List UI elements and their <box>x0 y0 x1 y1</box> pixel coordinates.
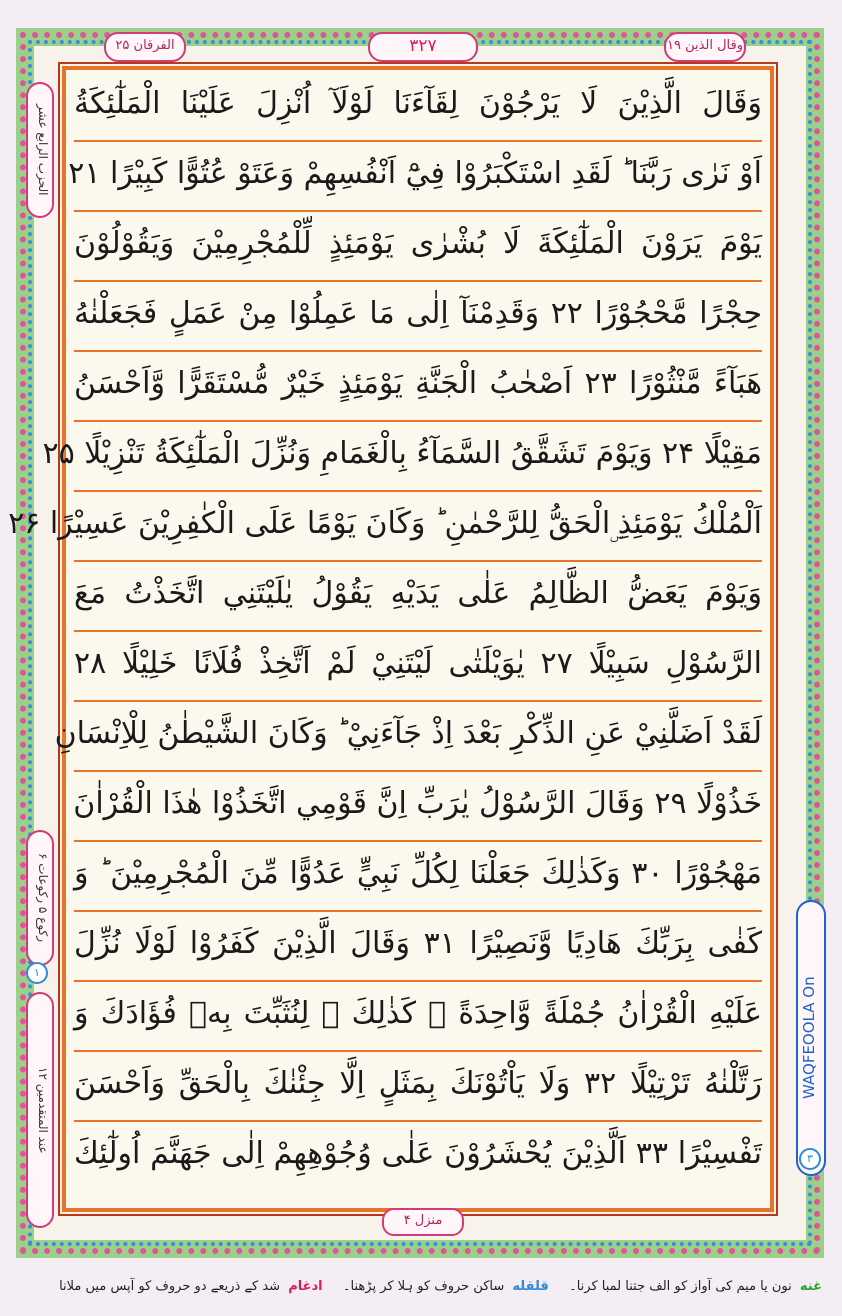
verse-line: وَقَالَ الَّذِيْنَ لَا يَرْجُوْنَ لِقَآءَنَا لَوْلَآ اُنْزِلَ عَلَيْنَا الْمَلٰٓئِكَةُ <box>74 74 762 142</box>
verse-line: عَلَيْهِ الْقُرْاٰنُ جُمْلَةً وَّاحِدَةً ۛ كَذٰلِكَ ۛ لِنُثَبِّتَ بِهٖ فُؤَادَكَ وَ <box>74 984 762 1052</box>
ghunna-text: نون یا میم کی آواز کو الف جتنا لمبا کرنا۔ <box>569 1279 792 1294</box>
tajweed-legend <box>20 1272 822 1302</box>
idgham-key: ادغام <box>288 1279 323 1294</box>
manzil-label: منزل ۴ <box>382 1208 464 1236</box>
verse-line: وَيَوْمَ يَعَضُّ الظَّالِمُ عَلٰى يَدَيْهِ يَقُوْلُ يٰلَيْتَنِي اتَّخَذْتُ مَعَ <box>74 564 762 632</box>
qalqala-key: قلقله <box>512 1279 549 1294</box>
qalqala-text: ساکن حروف کو ہلا کر پڑھنا۔ <box>342 1279 505 1294</box>
ruku-count-label: رکوع ۵ رکوعات ۶ <box>26 830 54 966</box>
verse-line: رَتَّلْنٰهُ تَرْتِيْلًا ۳۲ وَلَا يَاْتُوْنَكَ بِمَثَلٍ اِلَّا جِئْنٰكَ بِالْحَقِّ وَاَحْسَنَ <box>74 1054 762 1122</box>
verse-line: يَوْمَ يَرَوْنَ الْمَلٰٓئِكَةَ لَا بُشْرٰى يَوْمَئِذٍ لِّلْمُجْرِمِيْنَ وَيَقُوْلُوْنَ <box>74 214 762 282</box>
page-number: ۳۲۷ <box>368 32 478 62</box>
watermark-label: WAQFEOOLA On <box>796 900 826 1176</box>
idgham-text: شد کے ذریعے دو حروف کو آپس میں ملانا <box>59 1279 281 1294</box>
verse-line: الرَّسُوْلِ سَبِيْلًا ۲۷ يٰوَيْلَتٰى لَيْتَنِيْ لَمْ اَتَّخِذْ فُلَانًا خَلِيْلًا ۲۸ <box>74 634 762 702</box>
surah-label: الفرقان ۲۵ <box>104 32 186 62</box>
verse-line: حِجْرًا مَّحْجُوْرًا ۲۲ وَقَدِمْنَآ اِلٰى مَا عَمِلُوْا مِنْ عَمَلٍ فَجَعَلْنٰهُ <box>74 284 762 352</box>
verse-line: اَلْمُلْكُ يَوْمَئِذِ ۣالْحَقُّ لِلرَّحْمٰنِ ؕ وَكَانَ يَوْمًا عَلَى الْكٰفِرِيْنَ عَسِيْرًا ۲۶ <box>74 494 762 562</box>
verse-line: لَقَدْ اَضَلَّنِيْ عَنِ الذِّكْرِ بَعْدَ اِذْ جَآءَنِيْ ؕ وَكَانَ الشَّيْطٰنُ لِلْاِنْسَانِ <box>74 704 762 772</box>
ruku-mark: ۱ <box>26 962 48 984</box>
hizb-label: الحزب الرابع عشر <box>26 82 54 218</box>
verse-line: هَبَآءً مَّنْثُوْرًا ۲۳ اَصْحٰبُ الْجَنَّةِ يَوْمَئِذٍ خَيْرٌ مُّسْتَقَرًّا وَّاَحْسَنُ <box>74 354 762 422</box>
verse-line: تَفْسِيْرًا ۳۳ اَلَّذِيْنَ يُحْشَرُوْنَ عَلٰى وُجُوْهِهِمْ اِلٰى جَهَنَّمَ اُولٰٓئِكَ <box>74 1136 762 1171</box>
juz-label: وقال الذین ۱۹ <box>664 32 746 62</box>
verse-line: خَذُوْلًا ۲۹ وَقَالَ الرَّسُوْلُ يٰرَبِّ اِنَّ قَوْمِي اتَّخَذُوْا هٰذَا الْقُرْاٰنَ <box>74 774 762 842</box>
waqf-label: عند المتقدمین ۱۲ <box>26 992 54 1228</box>
ruku-mark-right: ۳ <box>799 1148 821 1170</box>
ghunna-key: غنه <box>799 1279 822 1294</box>
verse-line: اَوْ نَرٰى رَبَّنَا ؕ لَقَدِ اسْتَكْبَرُوْا فِيْٓ اَنْفُسِهِمْ وَعَتَوْ عُتُوًّا كَبِيْرًا ۲۱ <box>74 144 762 212</box>
verse-line: مَقِيْلًا ۲۴ وَيَوْمَ تَشَقَّقُ السَّمَآءُ بِالْغَمَامِ وَنُزِّلَ الْمَلٰٓئِكَةُ تَنْزِيْلًا ۲۵ <box>74 424 762 492</box>
verse-line: مَهْجُوْرًا ۳۰ وَكَذٰلِكَ جَعَلْنَا لِكُلِّ نَبِيٍّ عَدُوًّا مِّنَ الْمُجْرِمِيْنَ ؕ وَ <box>74 844 762 912</box>
verse-line: كَفٰى بِرَبِّكَ هَادِيًا وَّنَصِيْرًا ۳۱ وَقَالَ الَّذِيْنَ كَفَرُوْا لَوْلَا نُزِّلَ <box>74 914 762 982</box>
